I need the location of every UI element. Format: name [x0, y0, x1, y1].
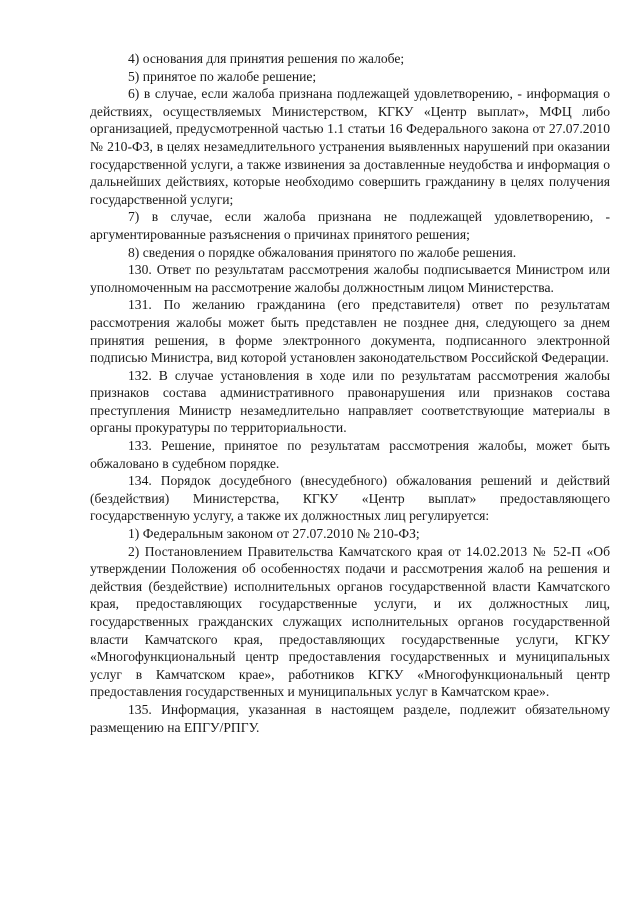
paragraph-134: 134. Порядок досудебного (внесудебного) обжалования решений и действий (бездействия) Министерства, КГКУ «Центр выплат» предоставляющего государственную услугу, а также их должностных лиц регулируется: [90, 473, 610, 524]
paragraph-132: 132. В случае установления в ходе или по результатам рассмотрения жалобы признаков состава административного правонарушения или признаков состава преступления Министр незамедлительно направляет соответствующие материалы в органы прокуратуры по территориальности. [90, 367, 610, 436]
paragraph-135: 135. Информация, указанная в настоящем разделе, подлежит обязательному размещению на ЕПГУ/РПГУ. [90, 701, 610, 735]
paragraph-131: 131. По желанию гражданина (его представителя) ответ по результатам рассмотрения жалобы может быть представлен не позднее дня, следующего за днем принятия решения, в форме электронного документа, подписанного электронной подписью Министра, вид которой установлен законодательством Российской Федерации. [90, 297, 610, 366]
paragraph-item-5: 5) принятое по жалобе решение; [128, 68, 317, 84]
paragraph-item-7: 7) в случае, если жалоба признана не подлежащей удовлетворению, - аргументированные разъяснения о причинах принятого решения; [90, 209, 610, 242]
paragraph-134-item-1: 1) Федеральным законом от 27.07.2010 № 210-ФЗ; [128, 526, 420, 542]
paragraph-item-6: 6) в случае, если жалоба признана подлежащей удовлетворению, - информация о действиях, осуществляемых Министерством, КГКУ «Центр выплат», МФЦ либо организацией, предусмотренной частью 1.1 статьи 16 Федерального закона от 27.07.2010 № 210-ФЗ, в целях незамедлительного устранения выявленных нарушений при оказании государственной услуги, а также извинения за доставленные неудобства и информация о дальнейших действиях, которые необходимо совершить гражданину в целях получения государственной услуги; [90, 86, 610, 207]
paragraph-133: 133. Решение, принятое по результатам рассмотрения жалобы, может быть обжаловано в судебном порядке. [90, 438, 610, 471]
paragraph-item-4: 4) основания для принятия решения по жалобе; [128, 51, 405, 66]
paragraph-130: 130. Ответ по результатам рассмотрения жалобы подписывается Министром или уполномоченным на рассмотрение жалобы должностным лицом Министерства. [90, 262, 610, 295]
paragraph-134-item-2: 2) Постановлением Правительства Камчатского края от 14.02.2013 № 52-П «Об утверждении Положения об особенностях подачи и рассмотрения жалоб на решения и действия (бездействие) исполнительных органов государственной власти Камчатского края, предоставляющих государственные услуги, и их должностных лиц, государственных гражданских служащих исполнительных органов государственной власти Камчатского края, предоставляющих государственные услуги, КГКУ «Многофункциональный центр предоставления государственных и муниципальных услуг в Камчатском крае», работников КГКУ «Многофункциональный центр предоставления государственных и муниципальных услуг в Камчатском крае». [90, 543, 610, 700]
document-page [90, 50, 610, 736]
paragraph-item-8: 8) сведения о порядке обжалования принятого по жалобе решения. [128, 244, 517, 260]
